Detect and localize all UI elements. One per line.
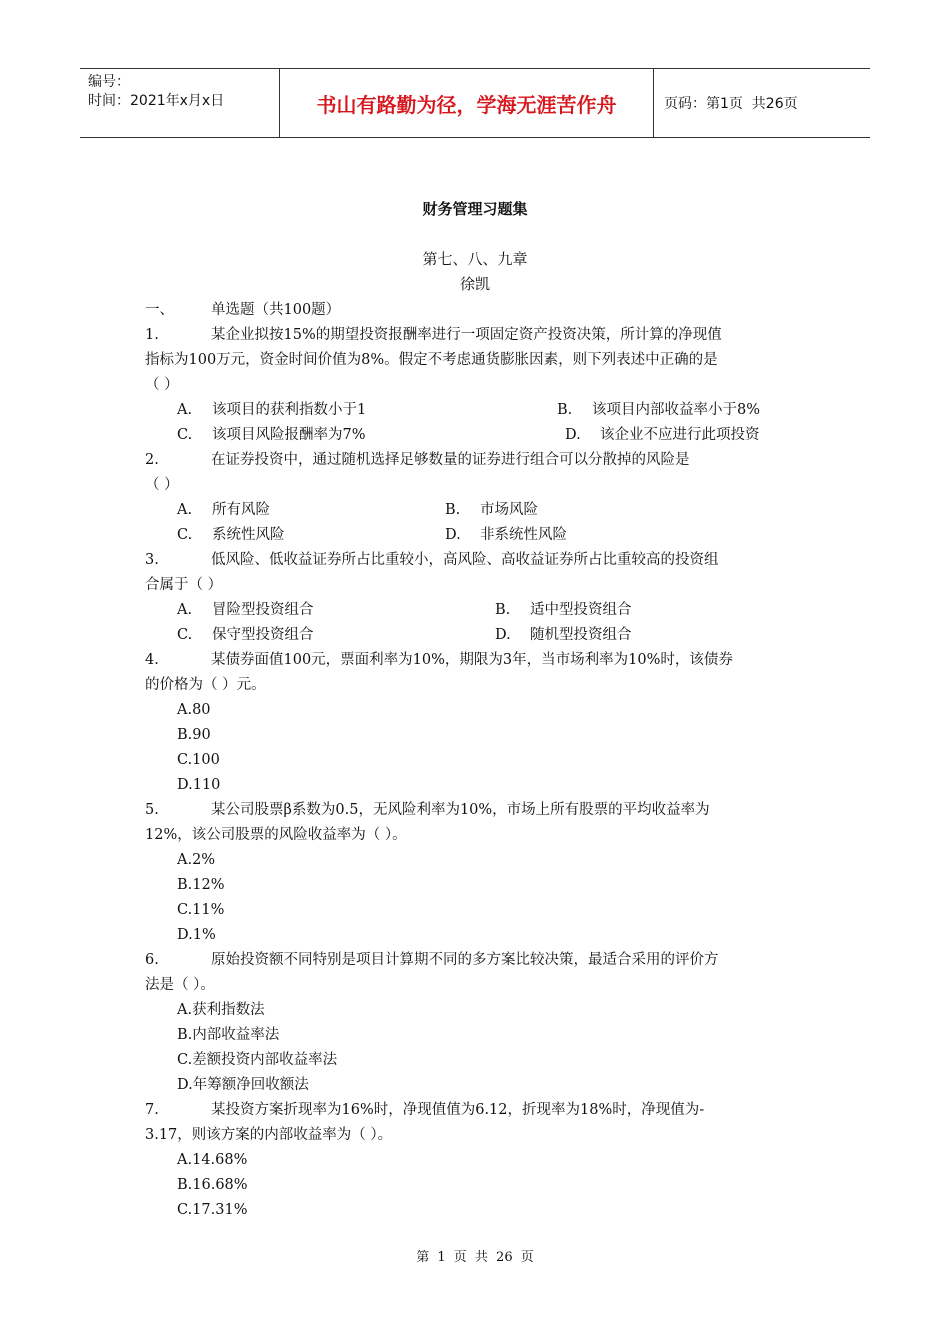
author-line: 徐凯 <box>459 275 490 293</box>
question-text: 某企业拟按15%的期望投资报酬率进行一项固定资产投资决策，所计算的净现值 <box>211 327 722 343</box>
question-text: 3.17，则该方案的内部收益率为（ ）。 <box>145 1127 393 1143</box>
page-footer: 第 1 页 共 26 页 <box>416 1250 534 1265</box>
question-text: 某债券面值100元，票面利率为10%，期限为3年，当市场利率为10%时，该债券 <box>211 652 733 668</box>
option-c: C.差额投资内部收益率法 <box>177 1052 338 1068</box>
option-a: A.80 <box>177 702 211 718</box>
chapter-line: 第七、八、九章 <box>422 250 528 268</box>
option-row <box>145 598 810 623</box>
question-text: （ ） <box>145 377 179 393</box>
number-label: 编号： <box>88 74 130 90</box>
option-d: D.年筹额净回收额法 <box>177 1077 309 1093</box>
question-list <box>145 298 810 1223</box>
question-text: （ ） <box>145 477 179 493</box>
option-a: A. 所有风险 <box>177 502 270 518</box>
header-left-cell <box>80 69 280 137</box>
question-number: 5. <box>145 802 159 818</box>
page-info: 页码：第1页 共26页 <box>664 96 798 112</box>
question-5 <box>145 798 810 823</box>
option-b: B.16.68% <box>177 1177 248 1193</box>
section-number: 一、 <box>145 302 174 318</box>
option-row <box>145 398 810 423</box>
option-c: C.17.31% <box>177 1202 248 1218</box>
option-b: B. 适中型投资组合 <box>495 602 632 618</box>
question-text: 的价格为（ ）元。 <box>145 677 266 693</box>
document-title: 财务管理习题集 <box>422 200 528 218</box>
option-a: A.获利指数法 <box>177 1002 265 1018</box>
motto: 书山有路勤为径，学海无涯苦作舟 <box>280 69 654 137</box>
section-heading <box>145 298 810 323</box>
option-d: D. 该企业不应进行此项投资 <box>565 427 760 443</box>
option-row <box>145 498 810 523</box>
option-b: B. 该项目内部收益率小于8% <box>557 402 761 418</box>
option-a: A. 冒险型投资组合 <box>177 602 314 618</box>
option-a: A.2% <box>177 852 216 868</box>
option-c: C.11% <box>177 902 225 918</box>
option-a: A.14.68% <box>177 1152 248 1168</box>
question-2 <box>145 448 810 473</box>
option-row <box>145 523 810 548</box>
question-number: 3. <box>145 552 159 568</box>
option-b: B. 市场风险 <box>445 502 538 518</box>
option-d: D. 非系统性风险 <box>445 527 567 543</box>
section-title: 单选题（共100题） <box>211 302 341 318</box>
question-3 <box>145 548 810 573</box>
question-7 <box>145 1098 810 1123</box>
question-text: 在证券投资中，通过随机选择足够数量的证券进行组合可以分散掉的风险是 <box>211 452 690 468</box>
question-text: 12%，该公司股票的风险收益率为（ ）。 <box>145 827 407 843</box>
question-number: 7. <box>145 1102 159 1118</box>
option-b: B.90 <box>177 727 211 743</box>
option-c: C. 该项目风险报酬率为7% <box>177 427 366 443</box>
question-number: 6. <box>145 952 159 968</box>
header-table <box>80 68 870 138</box>
option-d: D.110 <box>177 777 221 793</box>
option-d: D.1% <box>177 927 216 943</box>
option-a: A. 该项目的获利指数小于1 <box>177 402 367 418</box>
option-c: C. 保守型投资组合 <box>177 627 314 643</box>
question-text: 法是（ ）。 <box>145 977 215 993</box>
question-text: 某投资方案折现率为16%时，净现值值为6.12，折现率为18%时，净现值为- <box>211 1102 705 1118</box>
question-1 <box>145 323 810 348</box>
question-text: 原始投资额不同特别是项目计算期不同的多方案比较决策，最适合采用的评价方 <box>211 952 719 968</box>
question-number: 1. <box>145 327 159 343</box>
option-c: C. 系统性风险 <box>177 527 285 543</box>
option-b: B.12% <box>177 877 225 893</box>
question-text: 某公司股票β系数为0.5，无风险利率为10%，市场上所有股票的平均收益率为 <box>211 802 710 818</box>
question-number: 2. <box>145 452 159 468</box>
option-b: B.内部收益率法 <box>177 1027 280 1043</box>
question-6 <box>145 948 810 973</box>
time-label: 时间：2021年x月x日 <box>88 93 225 109</box>
question-text: 低风险、低收益证券所占比重较小，高风险、高收益证券所占比重较高的投资组 <box>211 552 719 568</box>
header-right-cell <box>654 69 870 137</box>
question-4 <box>145 648 810 673</box>
question-text: 合属于（ ） <box>145 577 223 593</box>
question-number: 4. <box>145 652 159 668</box>
question-text: 指标为100万元，资金时间价值为8%。假定不考虑通货膨胀因素，则下列表述中正确的是 <box>145 352 718 368</box>
option-c: C.100 <box>177 752 220 768</box>
option-row <box>145 623 810 648</box>
option-row <box>145 423 810 448</box>
option-d: D. 随机型投资组合 <box>495 627 632 643</box>
